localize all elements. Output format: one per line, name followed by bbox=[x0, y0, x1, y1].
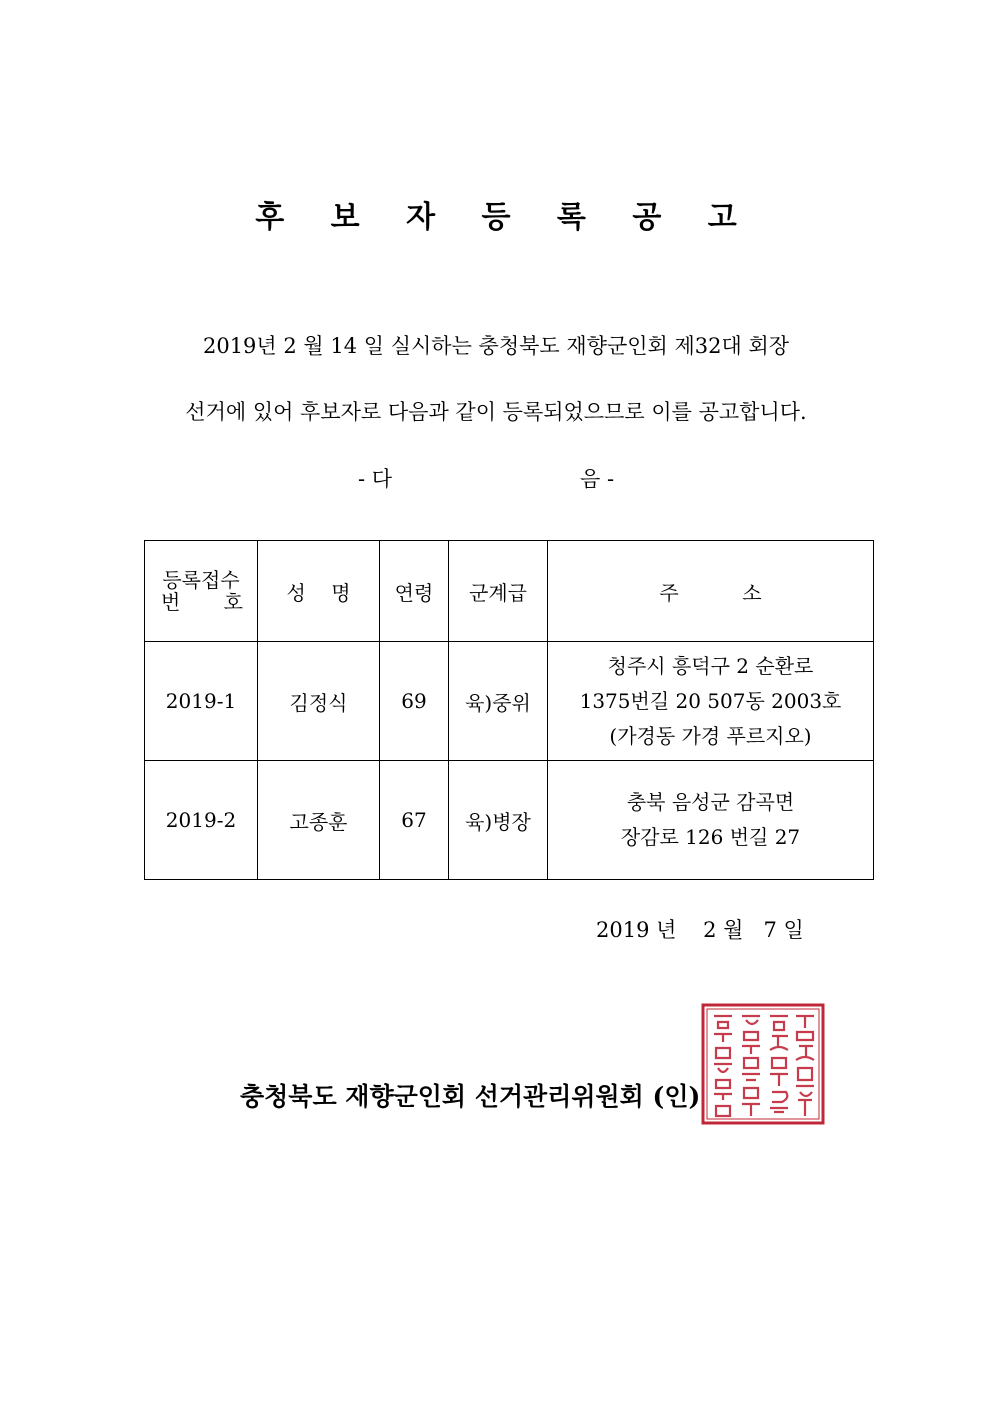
cell-rank: 육)중위 bbox=[449, 642, 548, 761]
intro-line-1: 2019년 2 월 14 일 실시하는 충청북도 재향군인회 제32대 회장 bbox=[202, 334, 790, 358]
cell-address bbox=[548, 642, 874, 761]
document-title: 후 보 자 등 록 공 고 bbox=[255, 200, 755, 235]
header-registration-number bbox=[145, 541, 258, 642]
cell-rank: 육)병장 bbox=[449, 761, 548, 880]
header-address: 주 소 bbox=[548, 541, 874, 642]
header-age: 연령 bbox=[380, 541, 449, 642]
address-line: 장감로 126 번길 27 bbox=[620, 825, 801, 849]
intro-line-2: 선거에 있어 후보자로 다음과 같이 등록되었으므로 이를 공고합니다. bbox=[185, 400, 807, 424]
committee-signature: 충청북도 재향군인회 선거관리위원회 (인) bbox=[240, 1082, 701, 1111]
address-line: 청주시 흥덕구 2 순환로 bbox=[607, 653, 814, 678]
address-line: 1375번길 20 507동 2003호 bbox=[579, 688, 842, 713]
cell-age: 67 bbox=[380, 761, 449, 880]
cell-name: 고종훈 bbox=[258, 761, 380, 880]
cell-age: 69 bbox=[380, 642, 449, 761]
address-line: 충북 음성군 감곡면 bbox=[626, 790, 795, 814]
header-rank: 군계급 bbox=[449, 541, 548, 642]
header-name: 성 명 bbox=[258, 541, 380, 642]
table-header-row bbox=[145, 541, 874, 642]
header-num-right: 호 bbox=[223, 590, 243, 614]
section-marker-left: - 다 bbox=[358, 467, 393, 491]
candidate-table bbox=[144, 540, 874, 880]
cell-address bbox=[548, 761, 874, 880]
header-num-left: 번 bbox=[161, 590, 181, 614]
section-marker-right: 음 - bbox=[580, 467, 615, 491]
cell-number: 2019-1 bbox=[145, 642, 258, 761]
official-seal-icon bbox=[700, 1002, 826, 1126]
cell-number: 2019-2 bbox=[145, 761, 258, 880]
address-line: (가경동 가경 푸르지오) bbox=[609, 723, 812, 748]
announcement-date: 2019 년 2 월 7 일 bbox=[596, 918, 804, 942]
cell-name: 김정식 bbox=[258, 642, 380, 761]
header-num-top: 등록접수 bbox=[162, 568, 240, 592]
table-row bbox=[145, 642, 874, 761]
table-row bbox=[145, 761, 874, 880]
